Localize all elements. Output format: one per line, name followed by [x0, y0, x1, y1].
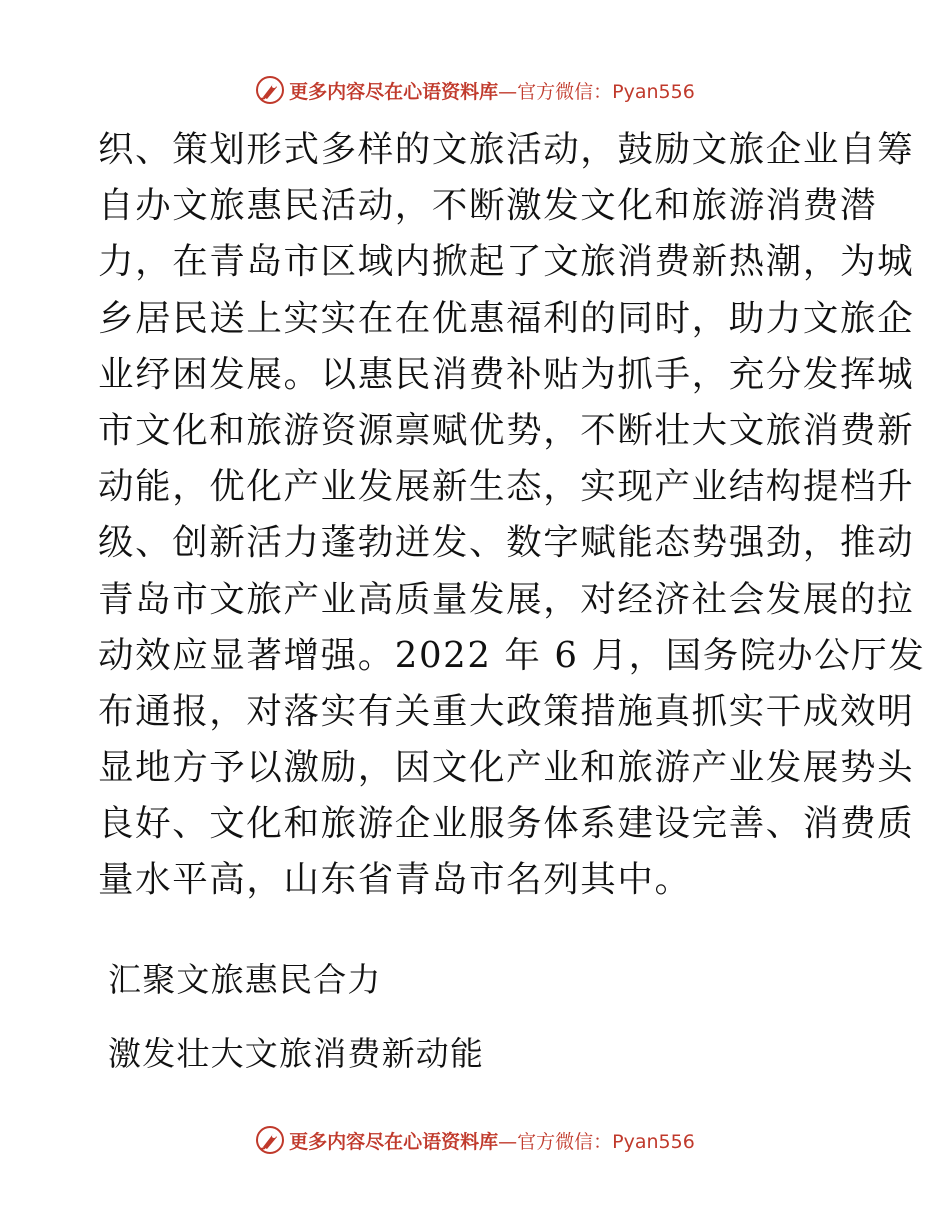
watermark-brand: 更多内容尽在心语资料库 [289, 1130, 499, 1153]
section-heading: 汇聚文旅惠民合力 [108, 960, 382, 999]
pen-nib-icon [255, 1125, 285, 1155]
watermark-contact: —官方微信：Pyan556 [498, 1130, 695, 1153]
watermark-text [289, 1127, 695, 1154]
body-paragraph [98, 122, 926, 909]
body-line: 青岛市文旅产业高质量发展，对经济社会发展的拉 [98, 578, 915, 620]
body-line: 级、创新活力蓬勃迸发、数字赋能态势强劲，推动 [98, 522, 915, 564]
body-line: 动效应显著增强。2022 年 6 月，国务院办公厅发 [98, 634, 926, 676]
body-line: 力，在青岛市区域内掀起了文旅消费新热潮，为城 [98, 241, 915, 283]
watermark-banner-bottom [0, 1120, 950, 1160]
body-line: 布通报，对落实有关重大政策措施真抓实干成效明 [98, 690, 915, 732]
pen-nib-icon [255, 75, 285, 105]
watermark-banner-top [0, 70, 950, 110]
body-line: 业纾困发展。以惠民消费补贴为抓手，充分发挥城 [98, 353, 915, 395]
watermark-text [289, 77, 695, 104]
body-line: 自办文旅惠民活动，不断激发文化和旅游消费潜 [98, 185, 878, 227]
watermark-contact: —官方微信：Pyan556 [498, 80, 695, 103]
watermark-brand: 更多内容尽在心语资料库 [289, 80, 499, 103]
body-line: 乡居民送上实实在在优惠福利的同时，助力文旅企 [98, 297, 915, 339]
body-line: 良好、文化和旅游企业服务体系建设完善、消费质 [98, 803, 915, 845]
body-line: 量水平高，山东省青岛市名列其中。 [98, 859, 692, 901]
body-line: 动能，优化产业发展新生态，实现产业结构提档升 [98, 466, 915, 508]
body-line: 显地方予以激励，因文化产业和旅游产业发展势头 [98, 747, 915, 789]
body-line: 市文化和旅游资源禀赋优势，不断壮大文旅消费新 [98, 409, 915, 451]
section-subheading: 激发壮大文旅消费新动能 [108, 1034, 485, 1073]
body-line: 织、策划形式多样的文旅活动，鼓励文旅企业自筹 [98, 129, 915, 170]
